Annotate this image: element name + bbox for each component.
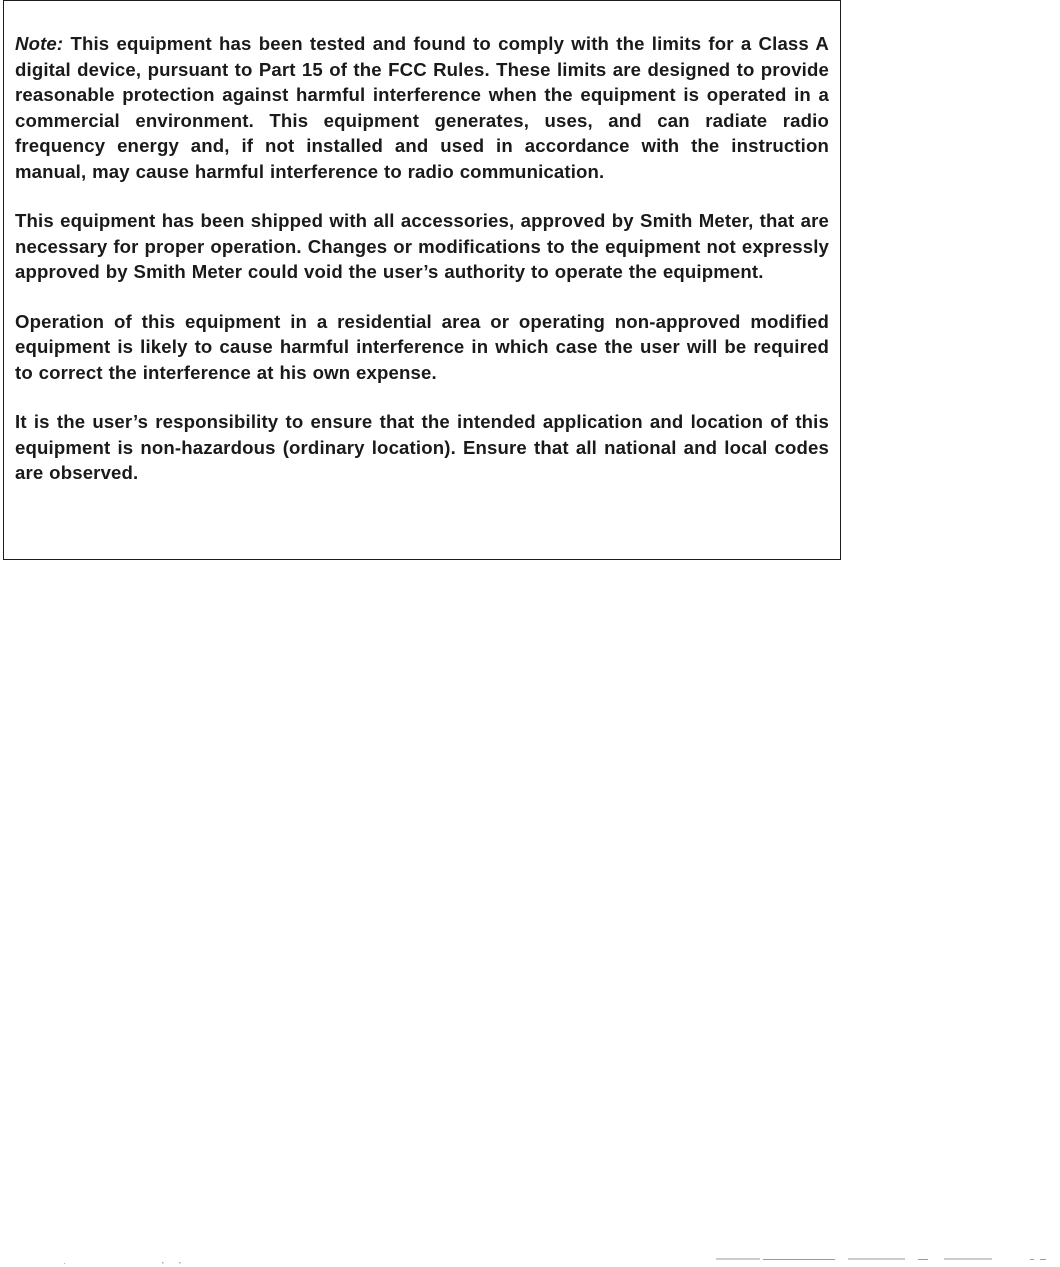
fcc-compliance-text: This equipment has been tested and found to comply with the limits for a Class A digital device, pursuant to Part 15 of the FCC Rules. These limits are designed to provide reasonable protection against harmful interference when the equipment is operated in a commercial environment. This equipment generates, uses, and can radiate radio frequency energy and, if not installed and used in accordance with the instruction manual, may cause harmful interference to radio communication. xyxy=(15,33,829,182)
fcc-compliance-paragraph xyxy=(15,31,829,184)
residential-operation-paragraph: Operation of this equipment in a residential area or operating non-approved modified equipment is likely to cause harmful interference in which case the user will be required to correct the interference at his own expense. xyxy=(15,310,829,383)
note-label: Note: xyxy=(15,33,64,54)
user-responsibility-paragraph: It is the user’s responsibility to ensure that the intended application and location of this equipment is non-hazardous (ordinary location). Ensure that all national and local codes are observed. xyxy=(15,411,829,483)
accessories-paragraph: This equipment has been shipped with all accessories, approved by Smith Meter, that are necessary for proper operation. Changes or modifications to the equipment not expressly approved by Smith Meter could void the user’s authority to operate the equipment. xyxy=(15,210,829,282)
fcc-notice-box xyxy=(3,0,841,560)
